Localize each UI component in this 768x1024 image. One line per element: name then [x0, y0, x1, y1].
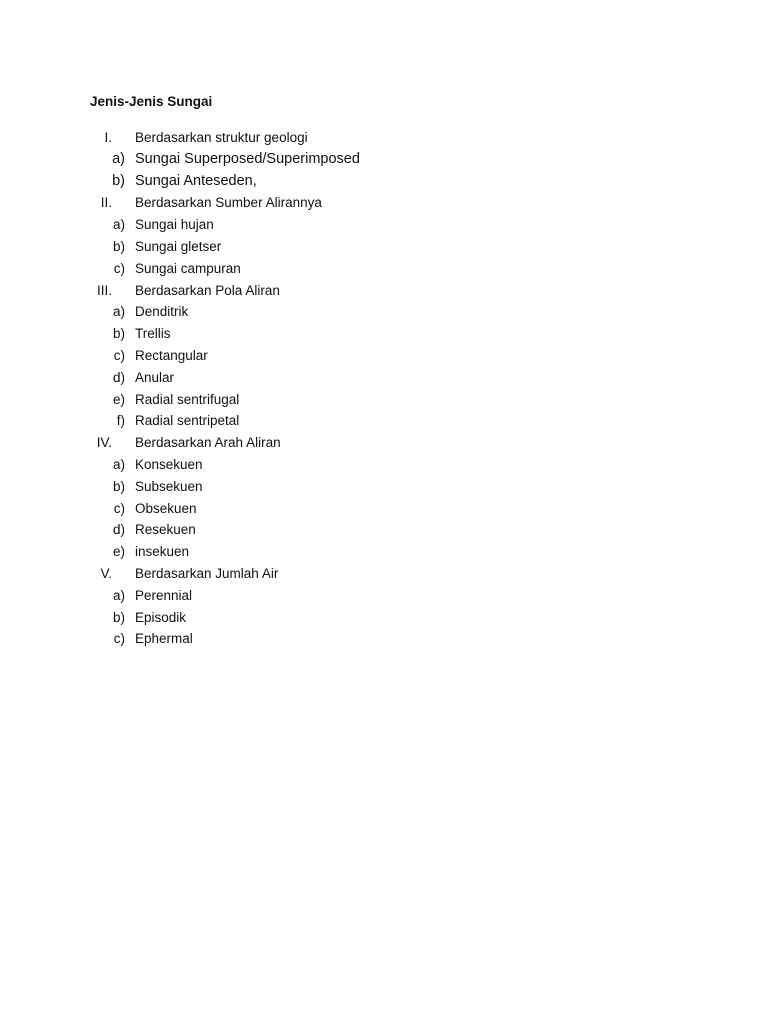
section-heading-text: Berdasarkan Arah Aliran	[135, 435, 281, 451]
item-text: Sungai hujan	[135, 217, 214, 233]
list-item	[0, 410, 768, 432]
item-marker: b)	[112, 172, 125, 189]
list-item	[0, 214, 768, 236]
list-item	[0, 323, 768, 345]
list-item	[0, 236, 768, 258]
item-marker: a)	[112, 217, 125, 233]
item-text: Denditrik	[135, 304, 189, 320]
list-item	[0, 628, 768, 650]
item-marker: d)	[112, 369, 125, 385]
item-marker: a)	[112, 304, 125, 320]
item-text: Subsekuen	[135, 478, 203, 494]
section-marker: V.	[100, 565, 112, 581]
list-item	[0, 498, 768, 520]
item-text: Episodik	[135, 609, 187, 625]
section-heading-text: Berdasarkan Sumber Alirannya	[135, 195, 322, 211]
list-item	[0, 541, 768, 563]
list-item	[0, 301, 768, 323]
item-text: Anular	[135, 369, 175, 385]
section-heading	[0, 127, 768, 149]
item-text: Obsekuen	[135, 500, 197, 516]
list-item	[0, 476, 768, 498]
section-heading	[0, 280, 768, 302]
list-item	[0, 345, 768, 367]
item-text: Trellis	[135, 326, 171, 342]
list-item	[0, 258, 768, 280]
list-item	[0, 519, 768, 541]
item-marker: b)	[112, 478, 125, 494]
item-marker: a)	[112, 150, 125, 167]
item-text: Perennial	[135, 587, 193, 603]
item-marker: c)	[113, 347, 125, 363]
document-title: Jenis-Jenis Sungai	[90, 94, 213, 109]
section-marker: III.	[96, 282, 112, 298]
section-heading-text: Berdasarkan struktur geologi	[135, 130, 308, 145]
item-marker: c)	[113, 631, 125, 647]
list-item	[0, 454, 768, 476]
item-text: Radial sentrifugal	[135, 391, 240, 407]
list-item	[0, 171, 768, 193]
item-text: Ephermal	[135, 631, 193, 647]
item-text: insekuen	[135, 544, 190, 560]
section-heading	[0, 192, 768, 214]
section-heading	[0, 563, 768, 585]
item-text: Rectangular	[135, 347, 208, 363]
list-item	[0, 149, 768, 171]
item-marker: a)	[112, 587, 125, 603]
item-marker: c)	[113, 260, 125, 276]
section-heading-text: Berdasarkan Jumlah Air	[135, 565, 279, 581]
list-item	[0, 607, 768, 629]
item-marker: b)	[112, 238, 125, 254]
item-marker: a)	[112, 456, 125, 472]
section-heading	[0, 432, 768, 454]
section-heading-text: Berdasarkan Pola Aliran	[135, 282, 280, 298]
item-text: Resekuen	[135, 522, 196, 538]
list-item	[0, 585, 768, 607]
outline-list	[0, 127, 768, 650]
section-marker: II.	[100, 195, 112, 211]
section-marker: IV.	[96, 435, 112, 451]
item-marker: e)	[112, 544, 125, 560]
section-marker: I.	[104, 130, 112, 145]
item-marker: d)	[112, 522, 125, 538]
item-marker: e)	[112, 391, 125, 407]
item-marker: b)	[112, 326, 125, 342]
item-marker: b)	[112, 609, 125, 625]
item-text: Konsekuen	[135, 456, 203, 472]
item-text: Sungai gletser	[135, 238, 222, 254]
item-text: Radial sentripetal	[135, 413, 240, 429]
item-text: Sungai Anteseden,	[135, 172, 257, 189]
item-marker: f)	[116, 413, 125, 429]
item-marker: c)	[113, 500, 125, 516]
item-text: Sungai Superposed/Superimposed	[135, 150, 360, 167]
list-item	[0, 367, 768, 389]
list-item	[0, 389, 768, 411]
item-text: Sungai campuran	[135, 260, 241, 276]
